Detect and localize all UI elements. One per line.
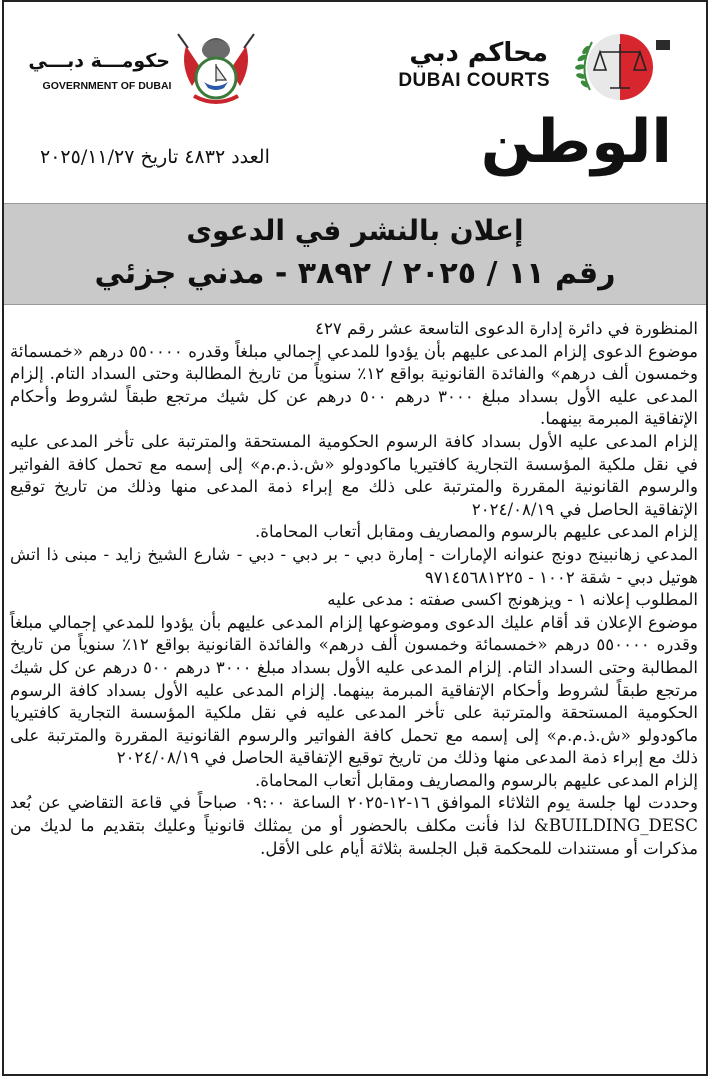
costs-paragraph-2: إلزام المدعى عليهم بالرسوم والمصاريف ومقابل أتعاب المحاماة.: [255, 770, 698, 790]
newspaper-masthead: الوطن: [480, 107, 672, 177]
claim-subject-paragraph: موضوع الدعوى إلزام المدعى عليهم بأن يؤدوا للمدعي إجمالي مبلغاً وقدره ٥٥٠٠٠٠ درهم «خمسمائة وخمسون ألف درهم» والفائدة القانونية بواقع ١٢٪ سنوياً من تاريخ المطالبة وحتى السداد التام. إلزام المدعى عليه الأول بسداد مبلغ ٣٠٠٠ درهم ٥٠٠ درهم عن كل شيك مرتجع طبقاً لشروط وأحكام الإتفاقية المبرمة بينهما.: [10, 341, 699, 429]
government-name-english: GOVERNMENT OF DUBAI: [42, 80, 172, 92]
notice-title: إعلان بالنشر في الدعوى: [186, 214, 524, 247]
court-name-english: DUBAI COURTS: [398, 70, 550, 91]
costs-paragraph: إلزام المدعى عليهم بالرسوم والمصاريف ومقابل أتعاب المحاماة.: [255, 522, 698, 542]
government-of-dubai-logo: [28, 26, 276, 116]
case-number: رقم ١١ / ٢٠٢٥ / ٣٨٩٢ - مدني جزئي: [94, 256, 616, 291]
defendant-paragraph: المطلوب إعلانه ١ - ويزهونج اكسى صفته : مدعى عليه: [327, 590, 698, 610]
fees-obligation-paragraph: إلزام المدعى عليه الأول بسداد كافة الرسوم الحكومية المستحقة والمترتبة على تأخر المدعى عليه في نقل ملكية المؤسسة التجارية كافتيريا ماكودولو «ش.ذ.م.م» إلى إسمه مع تحمل كافة الفواتير والرسوم القانونية المقررة والمترتبة على ذلك مع إبراء ذمة المدعى منها وذلك من تاريخ توقيع الإتفاقية الحاصل في ٢٠٢٤/٠٨/١٩: [10, 431, 698, 519]
falcon-emblem-icon: [174, 26, 258, 116]
issue-number-date: العدد ٤٨٣٢ تاريخ ٢٠٢٥/١١/٢٧: [40, 146, 270, 168]
notice-title-banner: [4, 203, 706, 305]
scales-of-justice-icon: [560, 30, 678, 104]
court-name-arabic: محاكم دبي: [409, 38, 548, 68]
circuit-paragraph: المنظورة في دائرة إدارة الدعوى التاسعة عشر رقم ٤٢٧: [315, 319, 698, 338]
hearing-paragraph: وحددت لها جلسة يوم الثلاثاء الموافق ١٦-١٢-٢٠٢٥ الساعة ٠٩:٠٠ صباحاً في قاعة التقاضي عن بُعد BUILDING_DESC& لذا فأنت مكلف بالحضور أو من يمثلك قانونياً وعليك بتقديم ما لديك من مذكرات أو مستندات للمحكمة قبل الجلسة بثلاثة أيام على الأقل.: [10, 793, 698, 858]
notice-body: [10, 318, 698, 860]
government-name-arabic: حكومـــة دبـــي: [28, 50, 170, 72]
dubai-courts-logo: [398, 30, 678, 110]
plaintiff-paragraph: المدعي زهانبينج دونج عنوانه الإمارات - إمارة دبي - بر دبي - دبي - شارع الشيخ زايد - مبنى ذا اتش هوتيل دبي - شقة ١٠٠٢ - ٩٧١٤٥٦٨١٢٢٥: [10, 544, 698, 587]
notice-subject-paragraph: موضوع الإعلان قد أقام عليك الدعوى وموضوعها إلزام المدعى عليهم بأن يؤدوا للمدعي إجمالي مبلغاً وقدره ٥٥٠٠٠٠ درهم «خمسمائة وخمسون ألف درهم» والفائدة القانونية بواقع ١٢٪ سنوياً من تاريخ المطالبة وحتى السداد التام. إلزام المدعى عليه الأول بسداد مبلغ ٣٠٠٠ درهم ٥٠٠ درهم عن كل شيك مرتجع طبقاً لشروط وأحكام الإتفاقية المبرمة بينهما. إلزام المدعى عليه الأول بسداد كافة الرسوم الحكومية المستحقة والمترتبة على تأخر المدعى عليه في نقل ملكية المؤسسة التجارية كافتيريا ماكودولو «ش.ذ.م.م» إلى إسمه مع تحمل كافة الفواتير والرسوم القانونية المقررة والمترتبة على ذلك مع إبراء ذمة المدعى منها وذلك من تاريخ توقيع الإتفاقية الحاصل في ٢٠٢٤/٠٨/١٩: [10, 612, 699, 768]
